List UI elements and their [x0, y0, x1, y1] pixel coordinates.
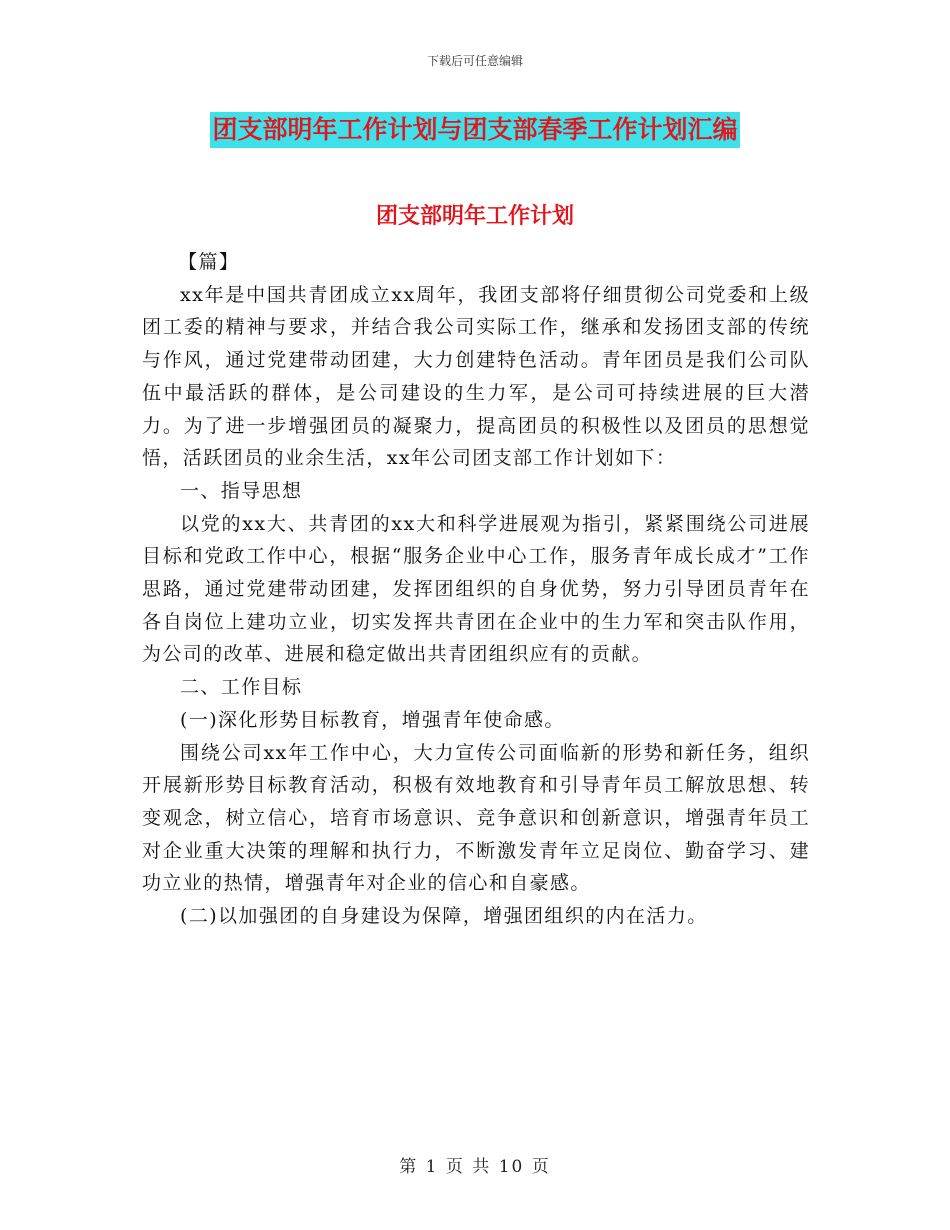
page-number: 第 1 页 共 10 页: [399, 1157, 551, 1177]
paragraph-guiding-ideology: 以党的xx大、共青团的xx大和科学进展观为指引，紧紧围绕公司进展目标和党政工作中心，根据“服务企业中心工作，服务青年成长成才”工作思路，通过党建带动团建，发挥团组织的自身优势，努力引导团员青年在各自岗位上建功立业，切实发挥共青团在企业中的生力军和突击队作用，为公司的改革、进展和稳定做出共青团组织应有的贡献。: [142, 512, 810, 666]
section-title: 团支部明年工作计划: [375, 204, 574, 229]
subheading-goal-2: (二)以加强团的自身建设为保障，增强团组织的内在活力。: [180, 905, 708, 928]
paragraph-goal-1: 围绕公司xx年工作中心，大力宣传公司面临新的形势和新任务，组织开展新形势目标教育活动，积极有效地教育和引导青年员工解放思想、转变观念，树立信心，培育市场意识、竞争意识和创新意识，增强青年员工对企业重大决策的理解和执行力，不断激发青年立足岗位、勤奋学习、建功立业的热情，增强青年对企业的信心和自豪感。: [142, 741, 810, 895]
paragraph-intro: xx年是中国共青团成立xx周年，我团支部将仔细贯彻公司党委和上级团工委的精神与要求，并结合我公司实际工作，继承和发扬团支部的传统与作风，通过党建带动团建，大力创建特色活动。青年团员是我们公司队伍中最活跃的群体，是公司建设的生力军，是公司可持续进展的巨大潜力。为了进一步增强团员的凝聚力，提高团员的积极性以及团员的思想觉悟，活跃团员的业余生活，xx年公司团支部工作计划如下：: [142, 283, 810, 470]
heading-work-goals: 二、工作目标: [180, 676, 303, 699]
document-title: 团支部明年工作计划与团支部春季工作计划汇编: [210, 112, 739, 148]
heading-guiding-ideology: 一、指导思想: [180, 479, 303, 502]
page-header-note: 下载后可任意编辑: [426, 54, 523, 68]
document-body: [142, 246, 810, 933]
subheading-goal-1: (一)深化形势目标教育，增强青年使命感。: [180, 708, 565, 731]
main-title-container: [0, 112, 950, 148]
section-marker: 【篇】: [178, 251, 240, 273]
